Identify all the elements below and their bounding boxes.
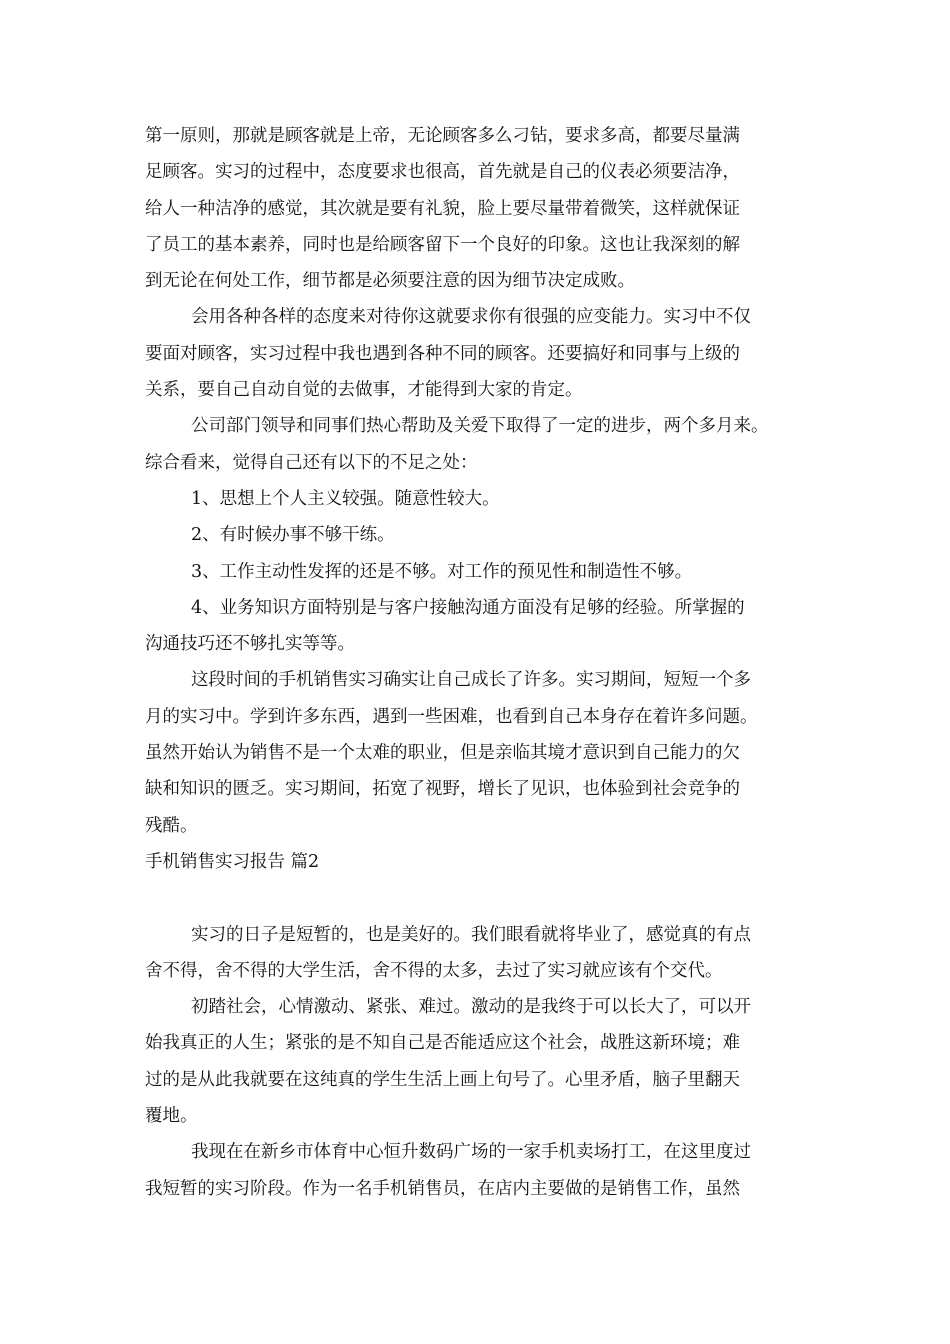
text-line: 覆地。 bbox=[145, 1106, 198, 1127]
text-line: 了员工的基本素养，同时也是给顾客留下一个良好的印象。这也让我深刻的解 bbox=[145, 234, 740, 255]
section-heading: 手机销售实习报告 篇2 bbox=[145, 851, 320, 872]
text-line: 实习的日子是短暂的，也是美好的。我们眼看就将毕业了，感觉真的有点 bbox=[191, 924, 751, 945]
list-item: 3、工作主动性发挥的还是不够。对工作的预见性和制造性不够。 bbox=[191, 561, 693, 582]
list-item-continuation: 沟通技巧还不够扎实等等。 bbox=[145, 634, 355, 655]
text-line: 过的是从此我就要在这纯真的学生生活上画上句号了。心里矛盾，脑子里翻天 bbox=[145, 1069, 740, 1090]
shortcomings-list bbox=[145, 481, 815, 662]
paragraph-days bbox=[145, 917, 815, 990]
text-line: 要面对顾客，实习过程中我也遇到各种不同的顾客。还要搞好和同事与上级的 bbox=[145, 343, 740, 364]
text-line: 虽然开始认为销售不是一个太难的职业，但是亲临其境才意识到自己能力的欠 bbox=[145, 743, 740, 764]
list-item: 1、思想上个人主义较强。随意性较大。 bbox=[191, 488, 500, 509]
paragraph-store bbox=[145, 1134, 815, 1207]
paragraph-society bbox=[145, 989, 815, 1134]
text-line: 始我真正的人生；紧张的是不知自己是否能适应这个社会，战胜这新环境；难 bbox=[145, 1033, 740, 1054]
paragraph-principle bbox=[145, 118, 815, 299]
text-line: 我短暂的实习阶段。作为一名手机销售员，在店内主要做的是销售工作，虽然 bbox=[145, 1178, 740, 1199]
document-body bbox=[145, 118, 815, 1207]
text-line: 舍不得，舍不得的大学生活，舍不得的太多，去过了实习就应该有个交代。 bbox=[145, 960, 723, 981]
text-line: 第一原则，那就是顾客就是上帝，无论顾客多么刁钻，要求多高，都要尽量满 bbox=[145, 126, 740, 146]
paragraph-adapt bbox=[145, 299, 815, 408]
text-line: 这段时间的手机销售实习确实让自己成长了许多。实习期间，短短一个多 bbox=[191, 670, 751, 691]
text-line: 初踏社会，心情激动、紧张、难过。激动的是我终于可以长大了，可以开 bbox=[191, 997, 751, 1018]
text-line: 公司部门领导和同事们热心帮助及关爱下取得了一定的进步，两个多月来。 bbox=[191, 416, 769, 437]
paragraph-company bbox=[145, 408, 815, 481]
blank-line bbox=[145, 880, 815, 916]
text-line: 会用各种各样的态度来对待你这就要求你有很强的应变能力。实习中不仅 bbox=[191, 307, 751, 328]
text-line: 给人一种洁净的感觉，其次就是要有礼貌，脸上要尽量带着微笑，这样就保证 bbox=[145, 198, 740, 219]
text-line: 我现在在新乡市体育中心恒升数码广场的一家手机卖场打工，在这里度过 bbox=[191, 1142, 751, 1163]
text-line: 残酷。 bbox=[145, 815, 198, 836]
text-line: 关系，要自己自动自觉的去做事，才能得到大家的肯定。 bbox=[145, 380, 583, 401]
text-line: 月的实习中。学到许多东西，遇到一些困难，也看到自己本身存在着许多问题。 bbox=[145, 706, 758, 727]
text-line: 综合看来，觉得自己还有以下的不足之处： bbox=[145, 452, 478, 473]
list-item: 4、业务知识方面特别是与客户接触沟通方面没有足够的经验。所掌握的 bbox=[191, 597, 745, 618]
text-line: 缺和知识的匮乏。实习期间，拓宽了视野，增长了见识，也体验到社会竞争的 bbox=[145, 779, 740, 800]
text-line: 足顾客。实习的过程中，态度要求也很高，首先就是自己的仪表必须要洁净， bbox=[145, 162, 740, 183]
list-item: 2、有时候办事不够干练。 bbox=[191, 525, 395, 546]
paragraph-summary bbox=[145, 662, 815, 843]
text-line: 到无论在何处工作，细节都是必须要注意的因为细节决定成败。 bbox=[145, 271, 635, 292]
